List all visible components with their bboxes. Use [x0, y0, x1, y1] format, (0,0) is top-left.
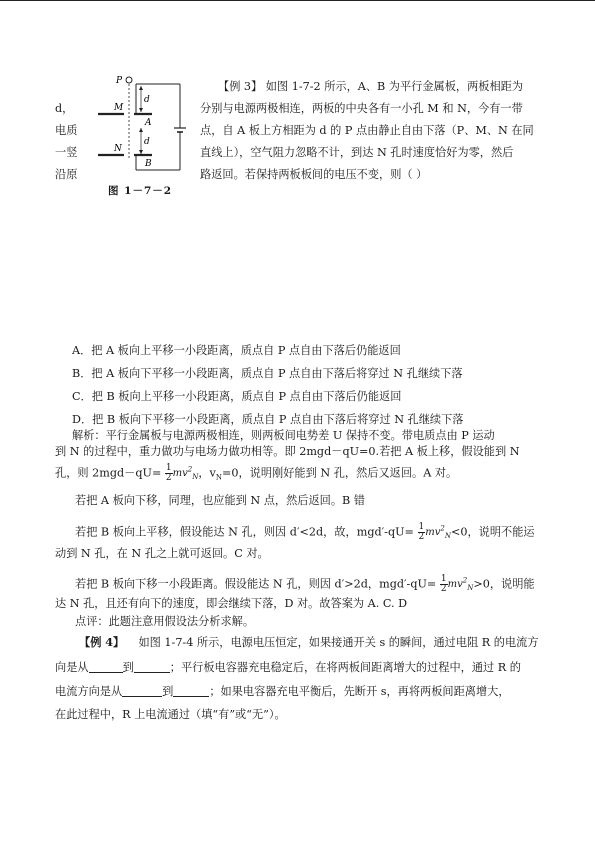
margin-fragment: 一竖: [55, 146, 78, 159]
example3-line: 点，自 A 板上方相距为 d 的 P 点由静止自由下落（P、M、N 在同: [200, 124, 534, 137]
kinetic-expression: $mv^2_N$: [172, 466, 199, 482]
blank-from-2[interactable]: [122, 685, 162, 697]
option-c: C．把 B 板向上平移一小段距离，质点自 P 点自由下落后仍能返回: [72, 390, 402, 403]
point-p: [126, 77, 132, 83]
label-m: M: [114, 103, 124, 113]
label-a: A: [145, 118, 152, 128]
example4-line-3: [55, 685, 510, 697]
option-a: A．把 A 板向上平移一小段距离，质点自 P 点自由下落后仍能返回: [72, 344, 401, 357]
fraction: $\frac{1}{2}$: [418, 521, 425, 542]
solution-text: <0，说明不能运: [450, 525, 535, 539]
fraction: $\frac{1}{2}$: [165, 462, 172, 483]
option-b: B．把 A 板向下平移一小段距离，质点自 P 点自由下落后将穿过 N 孔继续下落: [72, 367, 463, 380]
solution-line: 动到 N 孔，在 N 孔之上就可返回。C 对。: [55, 547, 269, 560]
solution-text: 若把 B 板向下移一小段距离。假设能达 N 孔，则因 d′>2d，mgd′-qU=: [75, 577, 437, 591]
example4-text: ；如果电容器充电平衡后，先断开 s，再将两板间距离增大，: [209, 685, 510, 698]
fraction: $\frac{1}{2}$: [440, 573, 447, 594]
example4-text: 到: [162, 685, 174, 698]
solution-comment: 点评：此题注意用假设法分析求解。: [75, 615, 255, 628]
example4-title: 【例 4】: [79, 635, 125, 649]
margin-fragment: d，: [55, 102, 74, 115]
solution-line-formula: [75, 574, 535, 595]
parallel-plate-figure: [90, 74, 190, 179]
example3-line: 【例 3】 如图 1-7-2 所示，A、B 为平行金属板，两板相距为: [218, 80, 524, 93]
label-b: B: [145, 159, 152, 169]
blank-to-2[interactable]: [173, 685, 209, 697]
label-d-lower: d: [144, 137, 150, 147]
option-d: D．把 B 板向下平移一小段距离，质点自 P 点自由下落后将穿过 N 孔继续下落: [72, 413, 464, 426]
example4-line-4: 在此过程中，R 上电流通过（填“有”或“无”）。: [55, 708, 286, 721]
solution-text: ，v: [198, 466, 216, 480]
example3-line: 直线上），空气阻力忽略不计，到达 N 孔时速度恰好为零，然后: [200, 146, 514, 159]
solution-text: 孔，则 2mgd－qU=: [55, 466, 162, 480]
solution-text: =0，说明刚好能到 N 孔，然后又返回。A 对。: [222, 466, 458, 480]
arrow-head: [139, 108, 143, 112]
example4-line-1: [79, 637, 539, 648]
arrow-head: [139, 86, 143, 90]
arrow-head: [139, 150, 143, 154]
example4-text: ；平行板电容器充电稳定后，在将两板间距离增大的过程中，通过 R 的: [169, 661, 521, 674]
label-n: N: [114, 144, 122, 154]
solution-line: 到 N 的过程中，重力做功与电场力做功相等。即 2mgd－qU=0.若把 A 板上移，假设能到 N: [55, 445, 520, 458]
label-p: P: [116, 76, 123, 86]
kinetic-expression: $mv^2_N$: [425, 525, 451, 541]
figure-caption: 图 1－7－2: [108, 185, 173, 197]
example4-line-2: [55, 661, 521, 673]
blank-from-1[interactable]: [89, 661, 123, 673]
solution-text: 若把 B 板向上平移，假设能达 N 孔，则因 d′<2d，故，mgd′-qU=: [75, 525, 414, 539]
solution-line-formula: [75, 522, 535, 543]
kinetic-expression: $mv^2_N$: [447, 577, 474, 593]
solution-text: >0，说明能: [473, 577, 535, 591]
example4-text: 向是从: [55, 661, 89, 674]
subscript: N: [215, 473, 222, 482]
margin-fragment: 沿原: [55, 168, 78, 181]
page-top-border: [0, 0, 595, 1]
solution-line: 若把 A 板向下移，同理，也应能到 N 点，然后返回。B 错: [75, 494, 365, 507]
margin-fragment: 电质: [55, 124, 78, 137]
arrow-head: [139, 128, 143, 132]
example3-line: 路返回。若保持两板板间的电压不变，则（ ）: [200, 168, 428, 181]
example4-text: 到: [122, 661, 134, 674]
solution-line: 解析：平行金属板与电源两极相连，则两板间电势差 U 保持不变。带电质点由 P 运动: [72, 429, 495, 442]
example3-line: 分别与电源两极相连，两板的中央各有一小孔 M 和 N，今有一带: [200, 102, 523, 115]
example4-text: 电流方向是从: [55, 685, 123, 698]
label-d-upper: d: [144, 95, 150, 105]
solution-line-formula: [55, 463, 457, 485]
solution-line: 达 N 孔，且还有向下的速度，即会继续下落，D 对。故答案为 A. C. D: [55, 597, 408, 610]
blank-to-1[interactable]: [134, 661, 170, 673]
example4-text: 如图 1-7-4 所示，电源电压恒定，如果接通开关 s 的瞬间，通过电阻 R 的电流方: [138, 636, 539, 649]
